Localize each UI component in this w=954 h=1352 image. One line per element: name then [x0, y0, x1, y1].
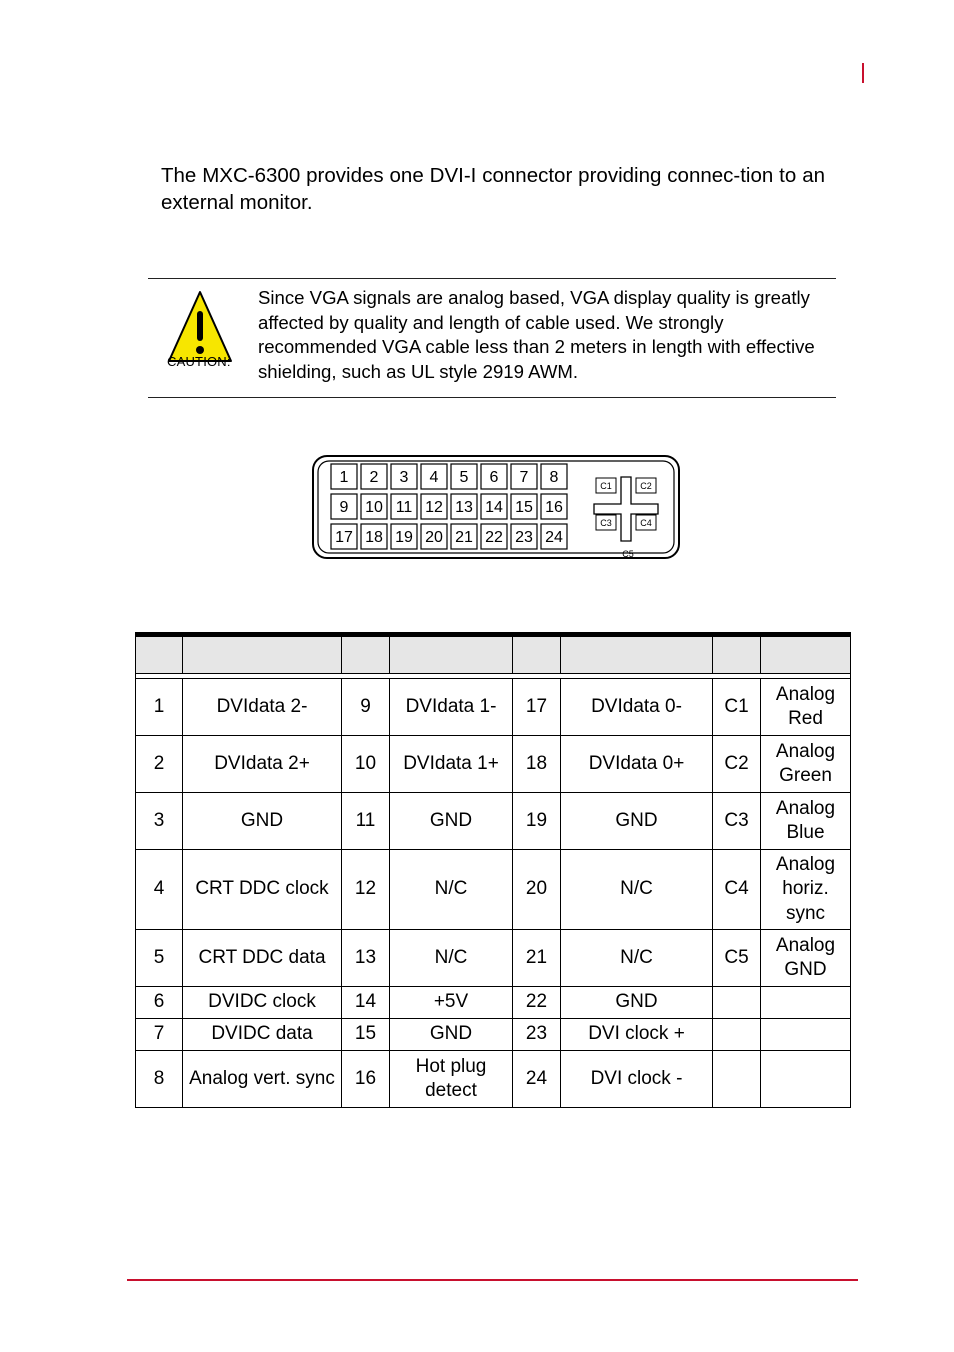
table-cell: 5	[136, 930, 183, 987]
table-cell: N/C	[561, 850, 713, 930]
table-cell: C1	[713, 679, 761, 736]
table-cell: 3	[136, 793, 183, 850]
header-cell	[342, 635, 390, 674]
table-cell: 20	[513, 850, 561, 930]
table-cell: 2	[136, 736, 183, 793]
table-cell: CRT DDC clock	[183, 850, 342, 930]
table-cell: DVIdata 0+	[561, 736, 713, 793]
header-cell	[513, 635, 561, 674]
connector-pin-label: 17	[335, 529, 353, 546]
table-cell: CRT DDC data	[183, 930, 342, 987]
table-cell: GND	[561, 793, 713, 850]
connector-pin-label: 23	[515, 529, 533, 546]
table-cell: Hot plug detect	[390, 1051, 513, 1108]
table-cell	[713, 987, 761, 1019]
table-row	[136, 850, 851, 930]
connector-pin-label: 24	[545, 529, 563, 546]
connector-pin-label: 3	[399, 469, 409, 486]
connector-pin-label: 14	[485, 499, 503, 516]
header-cell	[136, 635, 183, 674]
connector-pin-label: 4	[429, 469, 439, 486]
table-cell: 23	[513, 1019, 561, 1051]
table-cell	[761, 1019, 851, 1051]
connector-pin-label: 9	[339, 499, 349, 516]
connector-pin-label: 6	[489, 469, 499, 486]
table-cell: DVIDC data	[183, 1019, 342, 1051]
table-row	[136, 793, 851, 850]
table-cell: 18	[513, 736, 561, 793]
table-cell: 9	[342, 679, 390, 736]
analog-pin-label: C5	[622, 549, 634, 559]
connector-pin-label: 22	[485, 529, 503, 546]
table-cell: 12	[342, 850, 390, 930]
caution-label: CAUTION:	[167, 354, 231, 369]
intro-paragraph: The MXC-6300 provides one DVI-I connector providing connec-tion to an external monitor.	[161, 164, 825, 214]
header-cell	[561, 635, 713, 674]
table-cell	[761, 1051, 851, 1108]
caution-text: Since VGA signals are analog based, VGA display quality is greatly affected by quality and length of cable used. We strongly recommended VGA cable less than 2 meters in length with effective shielding, such as UL style 2919 AWM.	[258, 287, 815, 382]
header-cell	[713, 635, 761, 674]
table-cell: 22	[513, 987, 561, 1019]
table-cell: 21	[513, 930, 561, 987]
table-cell: DVI clock +	[561, 1019, 713, 1051]
table-cell: N/C	[390, 930, 513, 987]
table-cell: 10	[342, 736, 390, 793]
table-cell: Analog Blue	[761, 793, 851, 850]
table-cell: 13	[342, 930, 390, 987]
table-cell: 6	[136, 987, 183, 1019]
table-row	[136, 679, 851, 736]
dvi-connector-diagram	[310, 453, 682, 561]
connector-pin-label: 20	[425, 529, 443, 546]
table-cell: C5	[713, 930, 761, 987]
connector-pin-label: 2	[369, 469, 379, 486]
connector-pin-label: 1	[339, 469, 349, 486]
table-cell: GND	[561, 987, 713, 1019]
caution-box	[148, 278, 836, 398]
connector-pin-label: 16	[545, 499, 563, 516]
connector-pin-label: 7	[519, 469, 529, 486]
table-cell: 15	[342, 1019, 390, 1051]
table-cell: 19	[513, 793, 561, 850]
table-row	[136, 1019, 851, 1051]
table-cell: Analog GND	[761, 930, 851, 987]
table-cell: N/C	[561, 930, 713, 987]
table-cell	[761, 987, 851, 1019]
table-cell: 8	[136, 1051, 183, 1108]
header-cell	[183, 635, 342, 674]
table-cell: Analog horiz. sync	[761, 850, 851, 930]
analog-pin-label: C4	[640, 518, 652, 528]
table-cell: C2	[713, 736, 761, 793]
header-accent-mark	[862, 63, 864, 83]
analog-pin-label: C1	[600, 481, 612, 491]
table-cell: 14	[342, 987, 390, 1019]
table-cell: +5V	[390, 987, 513, 1019]
table-cell: 4	[136, 850, 183, 930]
table-cell: 1	[136, 679, 183, 736]
table-cell: 17	[513, 679, 561, 736]
table-cell: DVIdata 1-	[390, 679, 513, 736]
table-row	[136, 1051, 851, 1108]
connector-pin-label: 11	[395, 499, 413, 516]
dvi-pin-table	[135, 632, 851, 1108]
table-cell: DVIdata 2+	[183, 736, 342, 793]
table-cell	[713, 1051, 761, 1108]
table-cell: Analog Red	[761, 679, 851, 736]
connector-pin-label: 19	[395, 529, 413, 546]
table-cell: 11	[342, 793, 390, 850]
table-cell: DVIdata 1+	[390, 736, 513, 793]
table-cell: Analog Green	[761, 736, 851, 793]
table-cell: 7	[136, 1019, 183, 1051]
connector-pin-label: 5	[459, 469, 469, 486]
connector-pin-label: 10	[365, 499, 383, 516]
analog-pin-label: C3	[600, 518, 612, 528]
table-cell: GND	[390, 1019, 513, 1051]
table-cell: DVIDC clock	[183, 987, 342, 1019]
table-cell: DVIdata 0-	[561, 679, 713, 736]
connector-pin-label: 8	[549, 469, 559, 486]
table-cell: C4	[713, 850, 761, 930]
table-cell: GND	[183, 793, 342, 850]
table-cell: 16	[342, 1051, 390, 1108]
connector-pin-label: 15	[515, 499, 533, 516]
table-cell: 24	[513, 1051, 561, 1108]
connector-pin-label: 18	[365, 529, 383, 546]
analog-pin-label: C2	[640, 481, 652, 491]
table-cell: DVI clock -	[561, 1051, 713, 1108]
table-row	[136, 736, 851, 793]
table-cell: N/C	[390, 850, 513, 930]
connector-pin-label: 13	[455, 499, 473, 516]
table-header-row	[136, 635, 851, 674]
connector-pin-label: 12	[425, 499, 443, 516]
table-cell: C3	[713, 793, 761, 850]
header-cell	[761, 635, 851, 674]
header-cell	[390, 635, 513, 674]
table-row	[136, 930, 851, 987]
footer-rule	[127, 1279, 858, 1281]
connector-pin-label: 21	[455, 529, 473, 546]
table-cell	[713, 1019, 761, 1051]
table-row	[136, 987, 851, 1019]
table-cell: GND	[390, 793, 513, 850]
table-cell: DVIdata 2-	[183, 679, 342, 736]
table-cell: Analog vert. sync	[183, 1051, 342, 1108]
